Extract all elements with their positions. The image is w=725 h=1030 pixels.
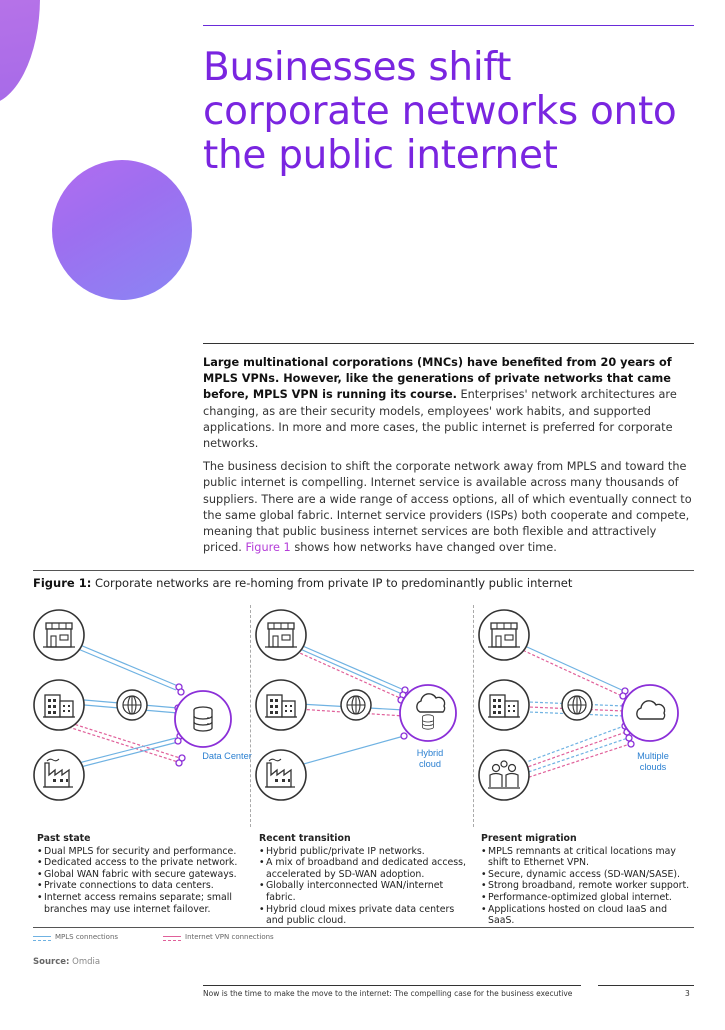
list-item: • Dedicated access to the private network. bbox=[37, 857, 252, 869]
figure-top-rule bbox=[33, 570, 694, 571]
bullet-list bbox=[259, 846, 474, 927]
intro-rest: Enterprises' network architectures are changing, as are their security models, employees' work habits, and supported applications. In more and more cases, the public internet is preferred for corporate networks. bbox=[203, 388, 677, 451]
figure-caption bbox=[33, 576, 572, 590]
list-item: • Global WAN fabric with secure gateways. bbox=[37, 869, 252, 881]
data-center-label: Data Center bbox=[202, 751, 252, 761]
globe-icon bbox=[117, 690, 147, 720]
list-item: • Dual MPLS for security and performance. bbox=[37, 846, 252, 858]
source-value: Omdia bbox=[69, 957, 101, 967]
list-item: • Performance-optimized global internet. bbox=[481, 892, 696, 904]
past-state-column bbox=[37, 833, 252, 915]
figure-1-link[interactable]: Figure 1 bbox=[245, 541, 291, 555]
hybrid-cloud-label-line2: cloud bbox=[419, 759, 441, 769]
list-item: • Strong broadband, remote worker support. bbox=[481, 880, 696, 892]
decorative-corner-shape bbox=[0, 0, 40, 105]
intro-rule bbox=[203, 343, 694, 344]
legend-vpn-label: Internet VPN connections bbox=[185, 933, 274, 941]
footer-text: Now is the time to make the move to the internet: The compelling case for the business executive bbox=[203, 989, 573, 998]
source-label: Source: bbox=[33, 957, 70, 967]
list-item: • Applications hosted on cloud IaaS and SaaS. bbox=[481, 904, 696, 927]
present-migration-column bbox=[481, 833, 696, 927]
bullet-list bbox=[481, 846, 696, 927]
para2-tail: shows how networks have changed over time. bbox=[290, 541, 557, 555]
multiple-clouds-label-line2: clouds bbox=[639, 762, 667, 772]
office-building-icon bbox=[34, 680, 84, 730]
multiple-clouds-label-line1: Multiple bbox=[637, 751, 669, 761]
footer-rule bbox=[598, 985, 694, 986]
bullet-list bbox=[37, 846, 252, 916]
present-migration-panel bbox=[479, 610, 678, 800]
list-item: • Private connections to data centers. bbox=[37, 880, 252, 892]
factory-icon bbox=[34, 750, 84, 800]
remote-workers-icon bbox=[479, 750, 529, 800]
past-state-panel bbox=[34, 610, 252, 800]
globe-icon bbox=[341, 690, 371, 720]
column-heading: Present migration bbox=[481, 833, 577, 844]
footer-rule bbox=[203, 985, 581, 986]
mpls-swatch bbox=[33, 936, 51, 944]
retail-store-icon bbox=[479, 610, 529, 660]
database-icon bbox=[194, 707, 212, 731]
list-item: • A mix of broadband and dedicated access, accelerated by SD-WAN adoption. bbox=[259, 857, 474, 880]
globe-icon bbox=[562, 690, 592, 720]
title-top-rule bbox=[203, 25, 694, 26]
page-title: Businesses shift corporate networks onto the public internet bbox=[203, 45, 677, 178]
figure-caption-text: Corporate networks are re-homing from private IP to predominantly public internet bbox=[91, 576, 573, 590]
retail-store-icon bbox=[256, 610, 306, 660]
list-item: • Secure, dynamic access (SD-WAN/SASE). bbox=[481, 869, 696, 881]
legend-rule bbox=[33, 927, 694, 928]
office-building-icon bbox=[256, 680, 306, 730]
list-item: • Hybrid public/private IP networks. bbox=[259, 846, 474, 858]
legend-mpls bbox=[33, 933, 118, 944]
intro-bold: Large multinational corporations (MNCs) have benefited from 20 years of MPLS VPNs. However, like the generations of private networks that came before, MPLS VPN is running its course. bbox=[203, 356, 672, 402]
office-building-icon bbox=[479, 680, 529, 730]
legend-vpn bbox=[163, 933, 274, 944]
second-paragraph bbox=[203, 459, 697, 556]
database-icon bbox=[423, 715, 434, 729]
factory-icon bbox=[256, 750, 306, 800]
list-item: • MPLS remnants at critical locations may shift to Ethernet VPN. bbox=[481, 846, 696, 869]
recent-transition-panel bbox=[256, 610, 456, 800]
column-heading: Past state bbox=[37, 833, 91, 844]
hybrid-cloud-label-line1: Hybrid bbox=[416, 748, 444, 758]
para2-text: The business decision to shift the corporate network away from MPLS and toward the public internet is compelling. Internet service is available across many thousands of suppliers. There are a wide range of access options, all of which eventually connect to the same global fabric. Internet service providers (ISPs) both cooperate and compete, meaning that public business internet services are both flexible and attractively priced. bbox=[203, 460, 692, 555]
source-note bbox=[33, 957, 100, 967]
intro-paragraph bbox=[203, 355, 697, 452]
retail-store-icon bbox=[34, 610, 84, 660]
network-evolution-diagram bbox=[20, 598, 710, 833]
body-text bbox=[203, 355, 697, 563]
vpn-swatch bbox=[163, 936, 181, 944]
figure-label: Figure 1: bbox=[33, 576, 92, 590]
legend-mpls-label: MPLS connections bbox=[55, 933, 119, 941]
column-heading: Recent transition bbox=[259, 833, 351, 844]
list-item: • Internet access remains separate; small branches may use internet failover. bbox=[37, 892, 252, 915]
recent-transition-column bbox=[259, 833, 474, 927]
list-item: • Globally interconnected WAN/internet fabric. bbox=[259, 880, 474, 903]
decorative-gradient-circle bbox=[52, 160, 192, 300]
page-number: 3 bbox=[685, 989, 690, 998]
list-item: • Hybrid cloud mixes private data centers and public cloud. bbox=[259, 904, 474, 927]
